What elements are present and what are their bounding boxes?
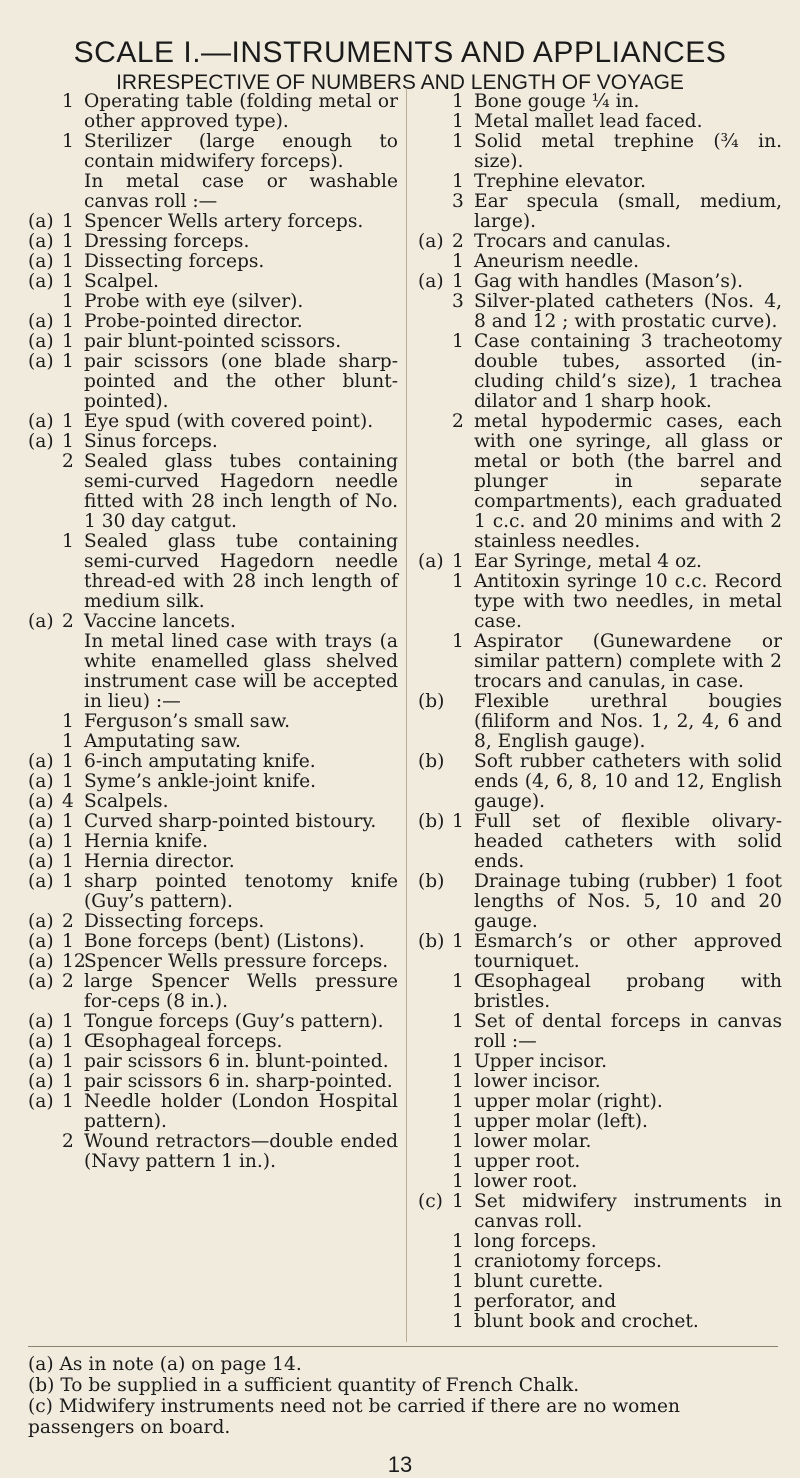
item-description: Probe with eye (silver). <box>84 291 304 312</box>
footnote-divider <box>28 1346 778 1347</box>
list-item <box>418 972 782 1012</box>
list-item <box>28 532 398 612</box>
item-quantity: 1 <box>62 231 74 252</box>
item-note-marker: (a) <box>28 751 54 772</box>
item-note-marker: (b) <box>418 811 445 832</box>
list-item <box>418 552 782 572</box>
list-item <box>28 952 398 972</box>
item-description: upper root. <box>474 1151 581 1172</box>
list-item <box>28 412 398 432</box>
item-quantity: 1 <box>452 1191 464 1212</box>
list-item <box>28 632 398 712</box>
list-item <box>28 752 398 772</box>
item-description: Set midwifery instruments in canvas roll. <box>474 1191 782 1232</box>
list-item <box>28 212 398 232</box>
item-description: Syme’s ankle-joint knife. <box>84 771 317 792</box>
item-quantity: 1 <box>452 571 464 592</box>
item-quantity: 1 <box>62 851 74 872</box>
item-description: large Spencer Wells pressure for-ceps (8 in.). <box>84 971 398 1012</box>
item-quantity: 1 <box>452 971 464 992</box>
list-item <box>418 172 782 192</box>
item-description: Drainage tubing (rubber) 1 foot lengths of Nos. 5, 10 and 20 gauge. <box>474 871 782 932</box>
item-quantity: 2 <box>62 971 74 992</box>
item-quantity: 1 <box>62 771 74 792</box>
item-description: Bone gouge ¼ in. <box>474 91 640 112</box>
page-number: 13 <box>387 1452 413 1477</box>
list-item <box>28 272 398 292</box>
list-item <box>418 932 782 972</box>
list-item <box>28 912 398 932</box>
item-quantity: 1 <box>62 1071 74 1092</box>
item-note-marker: (a) <box>28 251 54 272</box>
list-item <box>418 752 782 812</box>
item-quantity: 1 <box>62 751 74 772</box>
item-quantity: 1 <box>62 431 74 452</box>
item-quantity: 1 <box>62 211 74 232</box>
item-description: Solid metal trephine (¾ in. size). <box>474 131 782 172</box>
list-item <box>418 272 782 292</box>
item-quantity: 2 <box>62 451 74 472</box>
list-item <box>28 612 398 632</box>
item-quantity: 1 <box>452 111 464 132</box>
item-description: Vaccine lancets. <box>84 611 236 632</box>
item-description: craniotomy forceps. <box>474 1251 662 1272</box>
list-item <box>28 712 398 732</box>
item-note-marker: (a) <box>28 1031 54 1052</box>
item-quantity: 1 <box>452 251 464 272</box>
item-note-marker: (a) <box>28 811 54 832</box>
item-description: Sealed glass tube containing semi-curved Hagedorn needle thread-ed with 28 inch length of medium silk. <box>84 531 398 612</box>
list-item <box>28 312 398 332</box>
item-description: Ferguson’s small saw. <box>84 711 291 732</box>
list-item <box>418 292 782 332</box>
item-description: Œsophageal forceps. <box>84 1031 283 1052</box>
item-quantity: 1 <box>452 1311 464 1332</box>
item-quantity: 1 <box>452 931 464 952</box>
list-item <box>418 252 782 272</box>
item-quantity: 12 <box>62 951 86 972</box>
item-quantity: 1 <box>452 1171 464 1192</box>
list-item <box>418 1172 782 1192</box>
item-note-marker: (a) <box>28 1011 54 1032</box>
item-note-marker: (a) <box>28 311 54 332</box>
item-note-marker: (a) <box>28 351 54 372</box>
item-quantity: 2 <box>452 231 464 252</box>
list-item <box>418 692 782 752</box>
list-item <box>418 1072 782 1092</box>
list-item <box>28 252 398 272</box>
item-description: pair blunt-pointed scissors. <box>84 331 342 352</box>
item-description: Full set of flexible olivary-headed catheters with solid ends. <box>474 811 782 872</box>
item-description: Antitoxin syringe 10 c.c. Record type with two needles, in metal case. <box>474 571 782 632</box>
item-quantity: 1 <box>62 731 74 752</box>
item-description: pair scissors (one blade sharp-pointed and the other blunt-pointed). <box>84 351 398 412</box>
list-item <box>28 1052 398 1072</box>
item-description: In metal case or washable canvas roll :— <box>84 171 398 212</box>
item-quantity: 1 <box>452 551 464 572</box>
list-item <box>28 452 398 532</box>
item-quantity: 1 <box>452 171 464 192</box>
item-quantity: 2 <box>452 411 464 432</box>
list-item <box>418 92 782 112</box>
list-item <box>418 812 782 872</box>
item-description: Case containing 3 tracheotomy double tubes, assorted (in-cluding child’s size), 1 trachea dilator and 1 sharp hook. <box>474 331 782 412</box>
item-note-marker: (a) <box>28 1091 54 1112</box>
left-column <box>28 92 398 1172</box>
item-note-marker: (c) <box>418 1191 443 1212</box>
item-description: Soft rubber catheters with solid ends (4, 6, 8, 10 and 12, English gauge). <box>474 751 782 812</box>
item-description: long forceps. <box>474 1231 597 1252</box>
item-note-marker: (a) <box>28 911 54 932</box>
list-item <box>418 572 782 632</box>
item-quantity: 1 <box>452 1071 464 1092</box>
footnote: (c) Midwifery instruments need not be carried if there are no women passengers on board. <box>28 1396 680 1438</box>
item-description: Curved sharp-pointed bistoury. <box>84 811 377 832</box>
item-quantity: 1 <box>452 1291 464 1312</box>
item-description: Ear specula (small, medium, large). <box>474 191 782 232</box>
item-description: Trephine elevator. <box>474 171 646 192</box>
item-description: upper molar (right). <box>474 1091 663 1112</box>
item-note-marker: (a) <box>28 1051 54 1072</box>
item-note-marker: (a) <box>28 411 54 432</box>
page-subtitle: IRRESPECTIVE OF NUMBERS AND LENGTH OF VOYAGE <box>116 70 684 94</box>
item-description: upper molar (left). <box>474 1111 648 1132</box>
item-description: Œsophageal probang with bristles. <box>474 971 782 1012</box>
page-heading <box>0 36 800 95</box>
item-note-marker: (a) <box>418 231 444 252</box>
item-note-marker: (a) <box>28 231 54 252</box>
item-quantity: 1 <box>452 1131 464 1152</box>
footnote: (b) To be supplied in a sufficient quantity of French Chalk. <box>28 1375 580 1396</box>
item-description: Set of dental forceps in canvas roll :— <box>474 1011 782 1052</box>
list-item <box>418 112 782 132</box>
list-item <box>418 1012 782 1052</box>
item-description: Operating table (folding metal or other approved type). <box>84 91 398 132</box>
item-note-marker: (a) <box>28 951 54 972</box>
item-quantity: 1 <box>62 251 74 272</box>
list-item <box>418 1272 782 1292</box>
item-description: blunt curette. <box>474 1271 604 1292</box>
item-quantity: 1 <box>62 811 74 832</box>
list-item <box>28 132 398 172</box>
footnotes <box>28 1354 778 1438</box>
item-quantity: 1 <box>62 1011 74 1032</box>
list-item <box>28 852 398 872</box>
item-quantity: 1 <box>62 351 74 372</box>
item-quantity: 1 <box>452 631 464 652</box>
item-quantity: 1 <box>452 331 464 352</box>
item-description: Tongue forceps (Guy’s pattern). <box>84 1011 384 1032</box>
item-description: Ear Syringe, metal 4 oz. <box>474 551 702 572</box>
item-description: Spencer Wells artery forceps. <box>84 211 364 232</box>
item-quantity: 1 <box>62 311 74 332</box>
item-description: lower root. <box>474 1171 578 1192</box>
list-item <box>418 1112 782 1132</box>
list-item <box>418 1132 782 1152</box>
item-note-marker: (a) <box>418 551 444 572</box>
item-description: Spencer Wells pressure forceps. <box>84 951 389 972</box>
list-item <box>28 92 398 132</box>
item-quantity: 1 <box>62 291 74 312</box>
item-note-marker: (a) <box>28 1071 54 1092</box>
item-description: lower incisor. <box>474 1071 601 1092</box>
list-item <box>28 292 398 312</box>
item-note-marker: (a) <box>28 431 54 452</box>
item-description: Scalpels. <box>84 791 169 812</box>
item-quantity: 1 <box>452 1091 464 1112</box>
item-note-marker: (b) <box>418 871 445 892</box>
item-note-marker: (a) <box>28 791 54 812</box>
item-description: Sealed glass tubes containing semi-curved Hagedorn needle fitted with 28 inch length of No. 1 30 day catgut. <box>84 451 398 532</box>
item-quantity: 1 <box>62 931 74 952</box>
list-item <box>28 332 398 352</box>
list-item <box>28 1132 398 1172</box>
item-quantity: 1 <box>452 1271 464 1292</box>
item-note-marker: (b) <box>418 691 445 712</box>
list-item <box>28 792 398 812</box>
item-quantity: 3 <box>452 191 464 212</box>
item-quantity: 1 <box>62 871 74 892</box>
item-quantity: 1 <box>452 1231 464 1252</box>
list-item <box>418 192 782 232</box>
item-description: pair scissors 6 in. blunt-pointed. <box>84 1051 389 1072</box>
page-title: SCALE I.—INSTRUMENTS AND APPLIANCES <box>73 36 727 69</box>
item-quantity: 1 <box>452 1251 464 1272</box>
item-description: Esmarch’s or other approved tourniquet. <box>474 931 782 972</box>
list-item <box>418 1252 782 1272</box>
item-description: 6-inch amputating knife. <box>84 751 316 772</box>
item-description: Scalpel. <box>84 271 159 292</box>
item-note-marker: (a) <box>28 771 54 792</box>
item-quantity: 1 <box>452 91 464 112</box>
list-item <box>28 232 398 252</box>
item-note-marker: (a) <box>28 611 54 632</box>
item-description: Dissecting forceps. <box>84 251 265 272</box>
footnote: (a) As in note (a) on page 14. <box>28 1354 302 1375</box>
item-quantity: 1 <box>62 831 74 852</box>
list-item <box>418 632 782 692</box>
item-quantity: 1 <box>62 531 74 552</box>
item-description: Wound retractors—double ended (Navy pattern 1 in.). <box>84 1131 398 1172</box>
item-description: Sterilizer (large enough to contain midwifery forceps). <box>84 131 398 172</box>
list-item <box>418 1312 782 1332</box>
list-item <box>418 1152 782 1172</box>
item-note-marker: (a) <box>28 271 54 292</box>
list-item <box>418 1292 782 1312</box>
item-quantity: 1 <box>452 1151 464 1172</box>
item-note-marker: (a) <box>28 331 54 352</box>
item-quantity: 4 <box>62 791 74 812</box>
list-item <box>28 1032 398 1052</box>
item-quantity: 2 <box>62 1131 74 1152</box>
item-description: Hernia director. <box>84 851 235 872</box>
list-item <box>418 132 782 172</box>
list-item <box>28 812 398 832</box>
list-item <box>28 1012 398 1032</box>
item-description: perforator, and <box>474 1291 617 1312</box>
item-note-marker: (b) <box>418 931 445 952</box>
list-item <box>28 172 398 212</box>
item-note-marker: (a) <box>28 851 54 872</box>
item-quantity: 1 <box>62 1031 74 1052</box>
list-item <box>418 872 782 932</box>
item-description: Dissecting forceps. <box>84 911 265 932</box>
item-description: blunt book and crochet. <box>474 1311 699 1332</box>
item-description: Upper incisor. <box>474 1051 608 1072</box>
list-item <box>28 352 398 412</box>
list-item <box>28 772 398 792</box>
item-description: Aneurism needle. <box>474 251 640 272</box>
item-description: Amputating saw. <box>84 731 241 752</box>
list-item <box>418 232 782 252</box>
item-quantity: 1 <box>62 1051 74 1072</box>
list-item <box>28 872 398 912</box>
item-description: Silver-plated catheters (Nos. 4, 8 and 12 ; with prostatic curve). <box>474 291 782 332</box>
item-quantity: 1 <box>62 411 74 432</box>
item-quantity: 2 <box>62 611 74 632</box>
item-description: lower molar. <box>474 1131 592 1152</box>
item-description: Needle holder (London Hospital pattern). <box>84 1091 398 1132</box>
item-quantity: 1 <box>452 1051 464 1072</box>
item-quantity: 1 <box>62 91 74 112</box>
item-note-marker: (a) <box>28 211 54 232</box>
list-item <box>28 972 398 1012</box>
list-item <box>418 1052 782 1072</box>
item-quantity: 3 <box>452 291 464 312</box>
item-quantity: 1 <box>62 1091 74 1112</box>
list-item <box>28 832 398 852</box>
item-note-marker: (a) <box>28 971 54 992</box>
item-description: metal hypodermic cases, each with one syringe, all glass or metal or both (the barrel and plunger in separate compartments), each graduated 1 c.c. and 20 minims and with 2 stainless needles. <box>474 411 782 552</box>
item-description: Metal mallet lead faced. <box>474 111 703 132</box>
list-item <box>418 1092 782 1112</box>
item-note-marker: (a) <box>418 271 444 292</box>
item-quantity: 1 <box>62 131 74 152</box>
item-quantity: 2 <box>62 911 74 932</box>
item-quantity: 1 <box>62 271 74 292</box>
item-description: Eye spud (with covered point). <box>84 411 374 432</box>
item-quantity: 1 <box>452 1111 464 1132</box>
item-description: Sinus forceps. <box>84 431 218 452</box>
item-description: pair scissors 6 in. sharp-pointed. <box>84 1071 393 1092</box>
list-item <box>28 1092 398 1132</box>
item-quantity: 1 <box>452 271 464 292</box>
item-description: Trocars and canulas. <box>474 231 672 252</box>
list-item <box>418 412 782 552</box>
item-note-marker: (a) <box>28 931 54 952</box>
item-quantity: 1 <box>452 131 464 152</box>
item-quantity: 1 <box>452 1011 464 1032</box>
item-note-marker: (a) <box>28 831 54 852</box>
list-item <box>28 932 398 952</box>
list-item <box>28 1072 398 1092</box>
item-description: Flexible urethral bougies (filiform and Nos. 1, 2, 4, 6 and 8, English gauge). <box>474 691 782 752</box>
item-description: Gag with handles (Mason’s). <box>474 271 744 292</box>
item-note-marker: (a) <box>28 871 54 892</box>
item-description: Dressing forceps. <box>84 231 250 252</box>
item-description: In metal lined case with trays (a white enamelled glass shelved instrument case will be accepted in lieu) :— <box>84 631 398 712</box>
list-item <box>418 332 782 412</box>
item-quantity: 1 <box>452 811 464 832</box>
right-column <box>418 92 782 1332</box>
item-note-marker: (b) <box>418 751 445 772</box>
item-description: sharp pointed tenotomy knife (Guy’s pattern). <box>84 871 398 912</box>
list-item <box>28 732 398 752</box>
item-description: Bone forceps (bent) (Listons). <box>84 931 365 952</box>
list-item <box>418 1232 782 1252</box>
item-description: Probe-pointed director. <box>84 311 303 332</box>
item-quantity: 1 <box>62 331 74 352</box>
item-description: Hernia knife. <box>84 831 209 852</box>
list-item <box>28 432 398 452</box>
item-description: Aspirator (Gunewardene or similar pattern) complete with 2 trocars and canulas, in case. <box>474 631 782 692</box>
item-quantity: 1 <box>62 711 74 732</box>
list-item <box>418 1192 782 1232</box>
